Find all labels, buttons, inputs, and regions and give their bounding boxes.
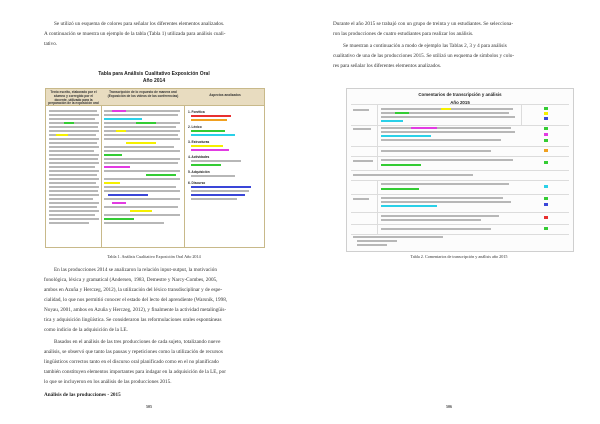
para1-line-2: fonológica, léxica y gramatical (Andersen, 1983, Demestre y Narcy-Combes, 2005, [44, 277, 218, 283]
col3-header: Aspectos analizados [209, 93, 241, 97]
qualitative-analysis-table-2014 [45, 71, 263, 246]
right-para2-line-2: cualitativo de una de las producciones 2015. Se utilizó un esquema de símbolos y colo- [333, 53, 515, 59]
para2-line-5: lo que se incluyeron en los análisis de las producciones 2015. [44, 379, 172, 385]
aspect-1: 1. Fonética [188, 110, 205, 114]
intro-line-1: Se utilizó un esquema de colores para señalar los diferentes elementos analizados. [54, 21, 225, 27]
right-para2-line-1: Se muestran a continuación a modo de ejemplo las Tablas 2, 3 y 4 para análisis [343, 43, 507, 49]
col2-header: Transcripción de lo expuesto de manera oral (Exposición de los videos de las conferencias) [107, 90, 179, 98]
table-title: Tabla para Análisis Cualitativo Exposición Oral [98, 71, 210, 77]
para1-line-1: En las producciones 2014 se analizaron la relación input-output, la motivación [54, 267, 217, 273]
para2-line-3: lingüísticos correctos tanto en el discurso oral planificado como en el no planificado [44, 359, 219, 365]
para1-line-6: tica y adquisición lingüística. Se consideraron las reformulaciones orales espontáneas [44, 317, 222, 323]
aspect-4: 4. Actividades [188, 155, 210, 159]
right-para1-line-2: ron las producciones de cuatro estudiantes para realizar los análisis. [333, 31, 474, 37]
table-2-caption: Tabla 2. Comentarios de transcripción y análisis año 2015 [410, 254, 508, 259]
para1-line-5: Noyau, 2001, ambos en Azuña y Herczeg, 2012), y finalmente la actividad metalingüís- [44, 307, 227, 313]
table-2-row [351, 180, 569, 195]
table-body [45, 88, 265, 248]
aspect-2: 2. Léxico [188, 125, 202, 129]
section-heading: Análisis de las producciones - 2015 [44, 392, 121, 398]
table-2-year: Año 2015 [450, 100, 470, 106]
table-year: Año 2014 [142, 77, 166, 84]
right-para2-line-3: res para señalar los diferentes elementos analizados. [333, 63, 442, 69]
table-2-title: Comentarios de transcripción y análisis [418, 92, 502, 97]
para1-line-4: cialidad, lo que nos permitió conocer el estado del lecto del aprendiente (Warsnik, 1998, [44, 297, 228, 303]
para1-line-3: ambos en Azuña y Herczeg, 2012), la utilización del léxico transdisciplinar y de espe- [44, 287, 223, 293]
aspect-5: 5. Adquisición [188, 170, 210, 174]
table-2-row [351, 156, 569, 171]
table-2-row [351, 124, 569, 147]
table-2-row [351, 104, 569, 126]
para2-line-1: Basados en el análisis de las tres producciones de cada sujeto, totalizando nueve [54, 339, 221, 345]
table-2-row [351, 194, 569, 213]
page-number-left: 505 [146, 404, 152, 409]
para2-line-2: análisis, se observó que tanto las pausas y repeticiones como la utilización de recursos [44, 349, 223, 355]
para1-line-7: como indicio de la adquisición de la LE. [44, 327, 128, 333]
col1-header: Texto escrito, elaborado por el alumno y corregido por el docente, utilizado para la preparación de la exposición oral [48, 90, 99, 106]
table-2-legend [351, 234, 569, 246]
aspect-6: 6. Discurso [188, 181, 206, 185]
para2-line-4: también constituyen elementos importantes para indagar en la adquisición de la LE, por [44, 369, 226, 375]
table-1-caption: Tabla 1. Análisis Cualitativo Exposición Oral Año 2014 [107, 254, 201, 259]
table-header-row [46, 89, 264, 106]
transcription-analysis-table-2015 [346, 88, 574, 252]
aspect-3: 3. Estructuras [188, 140, 210, 144]
page-number-right: 506 [446, 404, 452, 409]
intro-line-2: A continuación se muestra un ejemplo de la tabla (Tabla 1) utilizada para análisis cuali- [44, 31, 226, 37]
right-para1-line-1: Durante el año 2015 se trabajó con un grupo de treinta y un estudiantes. Se selecciona- [333, 21, 514, 27]
intro-line-3: tativo. [44, 41, 58, 47]
